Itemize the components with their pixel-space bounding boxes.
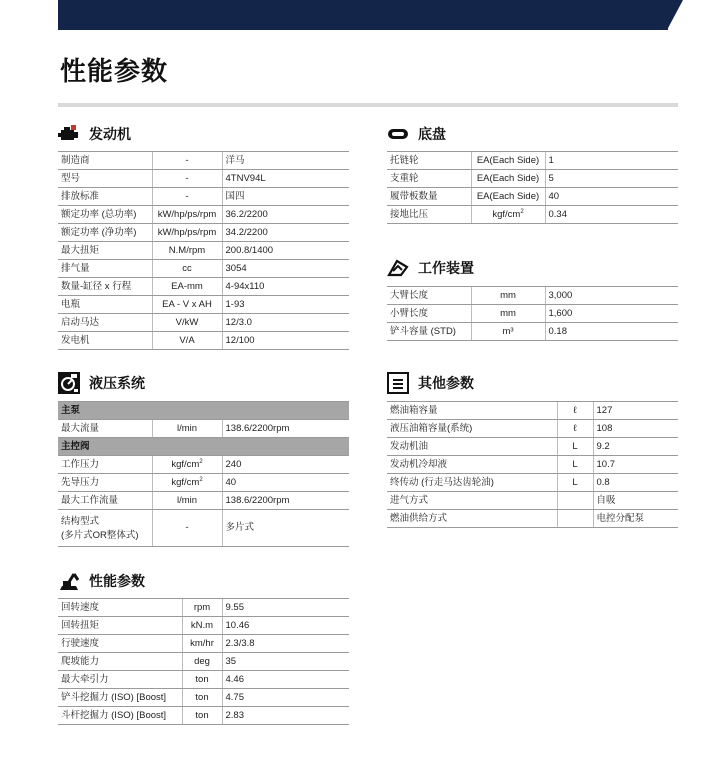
title-divider: [58, 103, 678, 107]
param-unit: rpm: [182, 599, 222, 617]
param-value: 12/100: [222, 332, 349, 350]
table-row: [58, 671, 349, 689]
param-unit: kgf/$cm^2$: [152, 456, 222, 474]
param-unit: cc: [152, 260, 222, 278]
param-label: 小臂长度: [387, 305, 471, 323]
param-label: 额定功率 (总功率): [58, 206, 152, 224]
param-unit: L: [557, 438, 593, 456]
param-unit: l/min: [152, 420, 222, 438]
param-label: 最大工作流量: [58, 492, 152, 510]
param-value: 4.46: [222, 671, 349, 689]
track-icon: [387, 123, 409, 145]
work-header: [387, 255, 474, 281]
header-banner: [58, 0, 668, 30]
param-unit: EA - V x AH: [152, 296, 222, 314]
param-unit: ℓ: [557, 420, 593, 438]
param-label: 接地比压: [387, 206, 471, 224]
param-value: 240: [222, 456, 349, 474]
param-label: 最大流量: [58, 420, 152, 438]
param-value: 34.2/2200: [222, 224, 349, 242]
table-row: [387, 510, 678, 528]
param-label: 启动马达: [58, 314, 152, 332]
engine-table: [58, 151, 349, 350]
table-row: [58, 224, 349, 242]
param-value: 9.55: [222, 599, 349, 617]
param-unit: deg: [182, 653, 222, 671]
param-value: 4.75: [222, 689, 349, 707]
param-value: 多片式: [222, 510, 349, 547]
performance-title: 性能参数: [89, 574, 145, 590]
param-label: 电瓶: [58, 296, 152, 314]
param-value: 10.46: [222, 617, 349, 635]
param-unit: EA(Each Side): [471, 188, 545, 206]
param-label: 排气量: [58, 260, 152, 278]
param-unit: V/kW: [152, 314, 222, 332]
table-row: [58, 653, 349, 671]
param-unit: kW/hp/ps/rpm: [152, 224, 222, 242]
param-unit: -: [152, 152, 222, 170]
chassis-table: [387, 151, 678, 224]
param-unit: mm: [471, 287, 545, 305]
table-row: [58, 689, 349, 707]
param-label: 履带板数量: [387, 188, 471, 206]
performance-table: [58, 598, 349, 725]
param-label: 结构型式 (多片式OR整体式): [58, 510, 152, 547]
hydraulic-header: [58, 370, 145, 396]
other-section: [387, 370, 474, 396]
table-row: [58, 635, 349, 653]
param-label: 发电机: [58, 332, 152, 350]
param-label: 排放标准: [58, 188, 152, 206]
table-row: [387, 474, 678, 492]
param-label: 进气方式: [387, 492, 557, 510]
engine-section: [58, 121, 131, 147]
param-unit: kgf/$cm^2$: [152, 474, 222, 492]
param-value: 4-94x110: [222, 278, 349, 296]
param-value: 3054: [222, 260, 349, 278]
table-row: [387, 420, 678, 438]
table-row: [58, 278, 349, 296]
table-row: [58, 170, 349, 188]
param-label: 大臂长度: [387, 287, 471, 305]
header-banner-tip: [667, 0, 683, 30]
param-unit: L: [557, 456, 593, 474]
table-row: [58, 438, 349, 456]
param-unit: ton: [182, 707, 222, 725]
table-row: [58, 296, 349, 314]
table-row: [58, 456, 349, 474]
param-value: 0.18: [545, 323, 678, 341]
work-section: [387, 255, 474, 281]
group-main-pump: 主泵: [58, 402, 349, 420]
table-row: [387, 305, 678, 323]
table-row: [58, 599, 349, 617]
engine-header: [58, 121, 131, 147]
chassis-header: [387, 121, 446, 147]
table-row: [387, 188, 678, 206]
param-unit: EA-mm: [152, 278, 222, 296]
param-value: 10.7: [593, 456, 678, 474]
param-label: 最大扭矩: [58, 242, 152, 260]
work-title: 工作装置: [418, 261, 474, 277]
hydraulic-section: [58, 370, 145, 396]
param-label: 斗杆挖掘力 (ISO) [Boost]: [58, 707, 182, 725]
param-value: 洋马: [222, 152, 349, 170]
param-unit: -: [152, 188, 222, 206]
param-unit: ton: [182, 689, 222, 707]
table-row: [387, 170, 678, 188]
param-label: 燃油箱容量: [387, 402, 557, 420]
param-label: 额定功率 (净功率): [58, 224, 152, 242]
param-label: 铲斗容量 (STD): [387, 323, 471, 341]
table-row: [58, 332, 349, 350]
param-value: 3,000: [545, 287, 678, 305]
param-label: 型号: [58, 170, 152, 188]
table-row: [58, 617, 349, 635]
param-label: 支重轮: [387, 170, 471, 188]
param-unit: mm: [471, 305, 545, 323]
param-unit: m³: [471, 323, 545, 341]
table-row: [387, 152, 678, 170]
other-table: [387, 401, 678, 528]
param-value: 138.6/2200rpm: [222, 492, 349, 510]
param-unit: kN.m: [182, 617, 222, 635]
table-row: [58, 420, 349, 438]
table-row: [58, 510, 349, 547]
param-unit: EA(Each Side): [471, 170, 545, 188]
param-value: 9.2: [593, 438, 678, 456]
param-label: 铲斗挖掘力 (ISO) [Boost]: [58, 689, 182, 707]
param-unit: l/min: [152, 492, 222, 510]
param-label: 工作压力: [58, 456, 152, 474]
other-title: 其他参数: [418, 376, 474, 392]
param-label: 回转扭矩: [58, 617, 182, 635]
param-value: 1-93: [222, 296, 349, 314]
table-row: [387, 287, 678, 305]
param-value: 2.3/3.8: [222, 635, 349, 653]
param-label: 数量-缸径 x 行程: [58, 278, 152, 296]
document-icon: [387, 372, 409, 394]
param-label: 终传动 (行走马达齿轮油): [387, 474, 557, 492]
param-unit: ℓ: [557, 402, 593, 420]
param-value: 12/3.0: [222, 314, 349, 332]
group-main-valve: 主控阀: [58, 438, 349, 456]
engine-icon: [58, 123, 80, 145]
hydraulic-table: [58, 401, 349, 547]
param-label: 爬坡能力: [58, 653, 182, 671]
table-row: [387, 492, 678, 510]
other-header: [387, 370, 474, 396]
param-unit: [557, 510, 593, 528]
param-label: 先导压力: [58, 474, 152, 492]
table-row: [58, 152, 349, 170]
chassis-section: [387, 121, 446, 147]
page-title: 性能参数: [60, 57, 169, 87]
param-unit: kW/hp/ps/rpm: [152, 206, 222, 224]
param-unit: L: [557, 474, 593, 492]
chassis-title: 底盘: [418, 127, 446, 143]
performance-header: [58, 568, 145, 594]
table-row: [58, 402, 349, 420]
param-value: 2.83: [222, 707, 349, 725]
param-value: 0.34: [545, 206, 678, 224]
param-value: 36.2/2200: [222, 206, 349, 224]
param-unit: EA(Each Side): [471, 152, 545, 170]
param-value: 电控分配泵: [593, 510, 678, 528]
param-label: 行驶速度: [58, 635, 182, 653]
param-value: 国四: [222, 188, 349, 206]
param-value: 自吸: [593, 492, 678, 510]
table-row: [58, 707, 349, 725]
param-unit: V/A: [152, 332, 222, 350]
work-table: [387, 286, 678, 341]
table-row: [58, 242, 349, 260]
param-unit: km/hr: [182, 635, 222, 653]
param-label: 最大牵引力: [58, 671, 182, 689]
param-label: 回转速度: [58, 599, 182, 617]
table-row: [58, 188, 349, 206]
param-label: 发动机油: [387, 438, 557, 456]
param-unit: [557, 492, 593, 510]
param-value: 40: [545, 188, 678, 206]
param-value: 4TNV94L: [222, 170, 349, 188]
param-unit: kgf/$cm^2$: [471, 206, 545, 224]
param-label: 制造商: [58, 152, 152, 170]
param-label: 液压油箱容量(系统): [387, 420, 557, 438]
param-unit: -: [152, 510, 222, 547]
param-value: 108: [593, 420, 678, 438]
param-value: 5: [545, 170, 678, 188]
table-row: [387, 438, 678, 456]
param-value: 1: [545, 152, 678, 170]
param-label: 发动机冷却液: [387, 456, 557, 474]
param-unit: ton: [182, 671, 222, 689]
param-value: 0.8: [593, 474, 678, 492]
boom-arm-icon: [387, 257, 409, 279]
table-row: [58, 492, 349, 510]
param-label: 托链轮: [387, 152, 471, 170]
table-row: [58, 314, 349, 332]
param-unit: N.M/rpm: [152, 242, 222, 260]
param-value: 40: [222, 474, 349, 492]
table-row: [387, 323, 678, 341]
table-row: [387, 456, 678, 474]
hydraulic-icon: [58, 372, 80, 394]
performance-section: [58, 568, 145, 594]
param-unit: -: [152, 170, 222, 188]
table-row: [58, 206, 349, 224]
param-value: 1,600: [545, 305, 678, 323]
param-value: 127: [593, 402, 678, 420]
param-value: 35: [222, 653, 349, 671]
table-row: [387, 402, 678, 420]
excavator-icon: [58, 570, 80, 592]
param-value: 138.6/2200rpm: [222, 420, 349, 438]
table-row: [387, 206, 678, 224]
table-row: [58, 474, 349, 492]
engine-title: 发动机: [89, 127, 131, 143]
param-value: 200.8/1400: [222, 242, 349, 260]
table-row: [58, 260, 349, 278]
param-label: 燃油供给方式: [387, 510, 557, 528]
hydraulic-title: 液压系统: [89, 376, 145, 392]
